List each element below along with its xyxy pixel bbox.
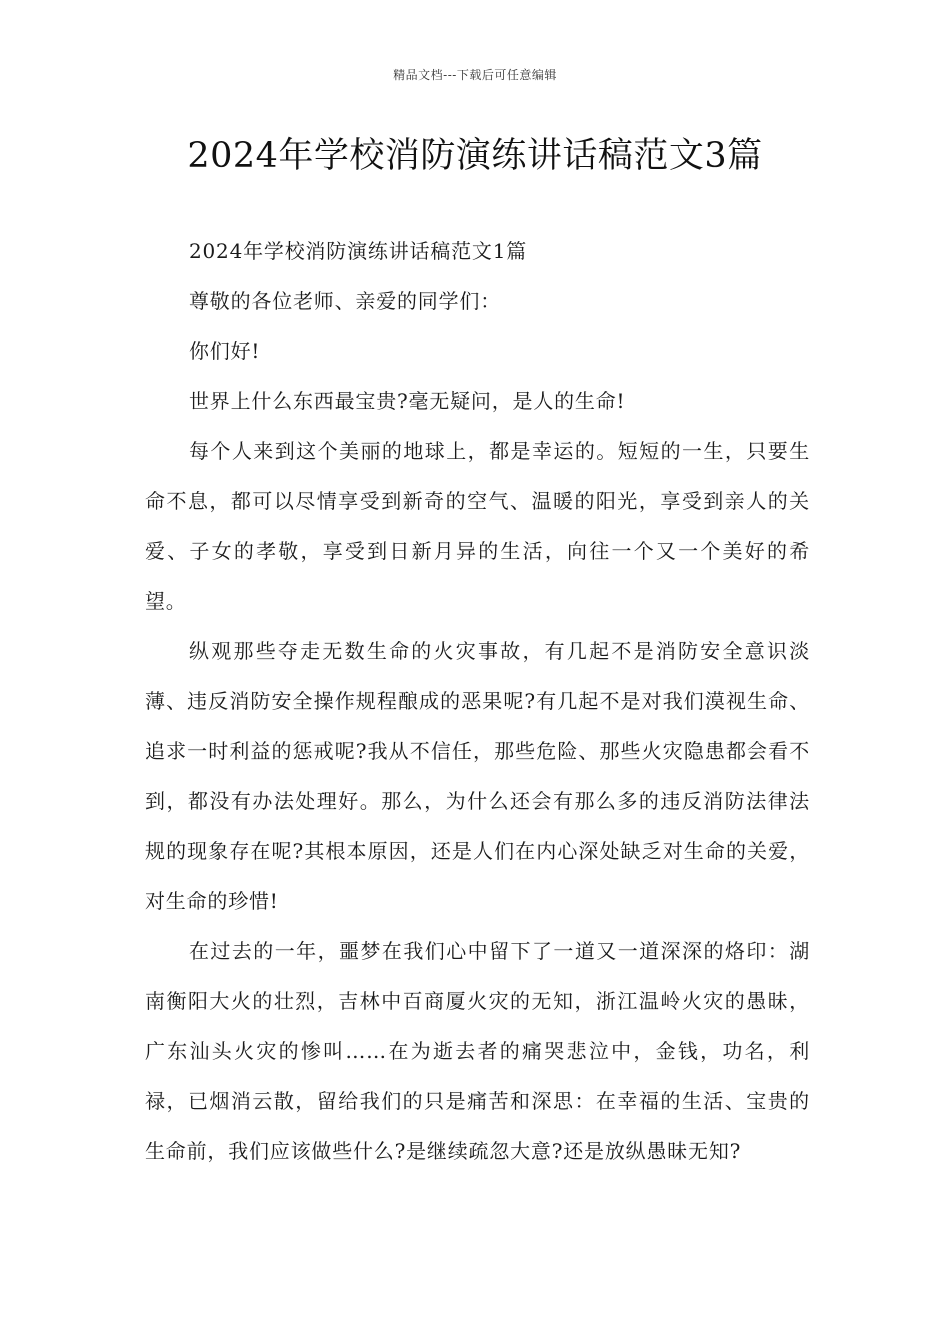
document-title: 2024年学校消防演练讲话稿范文3篇 [187,136,763,176]
body-paragraph: 世界上什么东西最宝贵?毫无疑问，是人的生命! [189,389,626,413]
body-paragraph: 每个人来到这个美丽的地球上，都是幸运的。短短的一生，只要生命不息，都可以尽情享受到新奇的空气、温暖的阳光，享受到亲人的关爱、子女的孝敬，享受到日新月异的生活，向往一个又一个美好的希望。 [145,439,810,613]
body-paragraph: 在过去的一年，噩梦在我们心中留下了一道又一道深深的烙印：湖南衡阳大火的壮烈，吉林中百商厦火灾的无知，浙江温岭火灾的愚昧，广东汕头火灾的惨叫……在为逝去者的痛哭悲泣中，金钱，功名，利禄，已烟消云散，留给我们的只是痛苦和深思：在幸福的生活、宝贵的生命前，我们应该做些什么?是继续疏忽大意?还是放纵愚昧无知? [145,939,810,1163]
greeting-paragraph: 尊敬的各位老师、亲爱的同学们： [189,289,501,313]
body-paragraph: 纵观那些夺走无数生命的火灾事故，有几起不是消防安全意识淡薄、违反消防安全操作规程酿成的恶果呢?有几起不是对我们漠视生命、追求一时利益的惩戒呢?我从不信任，那些危险、那些火灾隐患都会看不到，都没有办法处理好。那么，为什么还会有那么多的违反消防法律法规的现象存在呢?其根本原因，还是人们在内心深处缺乏对生命的关爱，对生命的珍惜! [145,639,810,913]
header-note: 精品文档---下载后可任意编辑 [393,68,557,82]
subtitle-paragraph: 2024年学校消防演练讲话稿范文1篇 [189,239,528,263]
document-body [145,226,810,1176]
salutation-paragraph: 你们好! [189,339,261,363]
